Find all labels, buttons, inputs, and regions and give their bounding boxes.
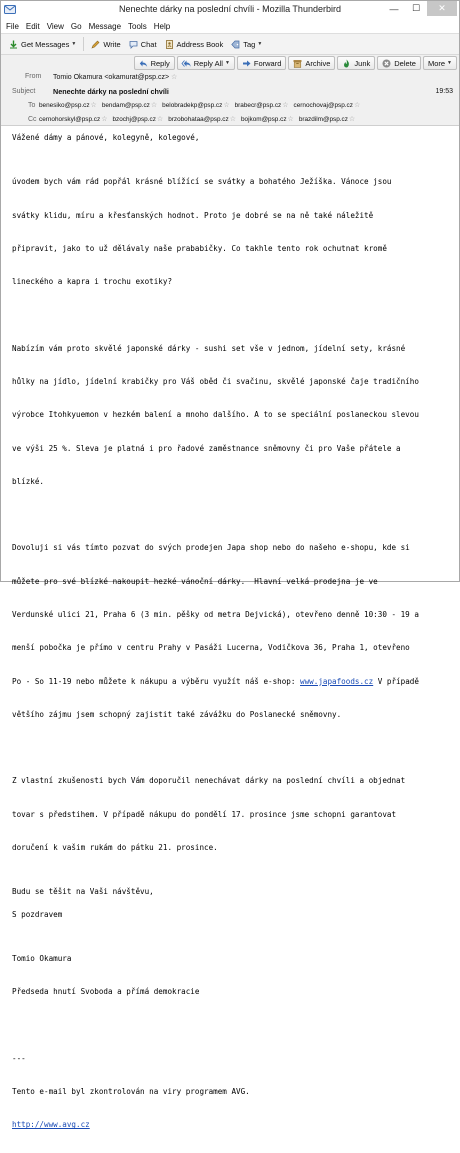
cc-label: Cc	[28, 116, 37, 123]
chat-bubble-icon	[129, 40, 138, 49]
body-line: tovar s předstihem. V případě nákupu do pondělí 17. prosince jsme schopni garantovat	[12, 809, 397, 819]
menu-help[interactable]: Help	[153, 21, 171, 31]
paragraph-wishes	[12, 154, 456, 309]
recipient-email: brazdilm@psp.cz	[298, 115, 348, 123]
reply-label: Reply	[150, 58, 170, 68]
star-icon[interactable]: ☆	[282, 102, 289, 109]
recipient-address[interactable]	[294, 101, 361, 109]
avg-footer	[12, 1031, 456, 1153]
paragraph-invitation	[12, 520, 456, 742]
delete-label: Delete	[394, 58, 416, 68]
recipient-email: belobradekp@psp.cz	[162, 101, 223, 109]
recipient-address[interactable]	[241, 115, 294, 123]
body-line: svátky klidu, míru a křesťanských hodnot. Proto je dobré se na ně také náležitě	[12, 210, 374, 220]
recipient-email: brabecr@psp.cz	[234, 101, 282, 109]
menu-edit[interactable]: Edit	[25, 21, 40, 31]
recipient-email: benesiko@psp.cz	[39, 101, 90, 109]
body-line: lineckého a kapra i trochu exotiky?	[12, 277, 173, 287]
body-line: úvodem bych vám rád popřál krásné blížící se svátky a bohatého Ježíška. Vánoce jsou	[12, 177, 392, 187]
signature-separator: ---	[12, 1053, 26, 1063]
recipient-email: bzochj@psp.cz	[112, 115, 156, 123]
junk-label: Junk	[354, 58, 371, 68]
message-body	[12, 132, 456, 1153]
title-bar	[1, 1, 459, 19]
reply-button[interactable]	[134, 56, 175, 70]
regards-line: S pozdravem	[12, 909, 63, 919]
body-text: V případě	[373, 676, 419, 686]
archive-label: Archive	[305, 58, 331, 68]
star-icon[interactable]: ☆	[287, 116, 294, 123]
recipient-address[interactable]	[39, 115, 107, 123]
chevron-down-icon[interactable]: ▼	[447, 60, 452, 66]
body-line: Dovoluji si vás tímto pozvat do svých prodejen Japa shop nebo do našeho e-shopu, kde si	[12, 543, 410, 553]
chat-label: Chat	[140, 39, 157, 49]
window-controls	[383, 1, 457, 17]
body-text: Po - So 11-19 nebo můžete k nákupu a výběru využít náš e-shop:	[12, 676, 301, 686]
recipient-email: cernohorskyl@psp.cz	[39, 115, 101, 123]
more-label: More	[427, 58, 446, 68]
reply-all-label: Reply All	[193, 58, 223, 68]
chevron-down-icon[interactable]: ▼	[257, 41, 263, 47]
body-line: Nabízím vám proto skvělé japonské dárky - sushi set vše v jednom, jídelní sety, krásné	[12, 343, 406, 353]
body-line: ve výši 25 %. Sleva je platná i pro řadové zaměstnance sněmovny či pro Vaše přátele a	[12, 443, 401, 453]
avg-line	[12, 1119, 456, 1130]
recipient-address[interactable]	[112, 115, 163, 123]
forward-label: Forward	[253, 58, 282, 68]
from-value: Tomio Okamura <okamurat@psp.cz>	[53, 74, 170, 81]
to-recipients	[39, 101, 365, 109]
avg-link[interactable]: http://www.avg.cz	[12, 1120, 90, 1130]
toolbar-divider	[83, 37, 84, 51]
subject-value: Nenechte dárky na poslední chvíli	[53, 87, 169, 96]
get-messages-label: Get Messages	[21, 39, 70, 49]
tag-icon	[231, 40, 240, 49]
menu-message[interactable]: Message	[88, 21, 122, 31]
eshop-link[interactable]: www.japafoods.cz	[300, 676, 374, 686]
archive-button[interactable]	[288, 56, 335, 70]
from-label: From	[25, 73, 42, 80]
window-title: Nenechte dárky na poslední chvíli - Mozilla Thunderbird	[119, 4, 341, 14]
body-line: připravit, jako to už dělávaly naše prababičky. Co takhle tento rok ochutnat kromě	[12, 243, 387, 253]
chevron-down-icon[interactable]: ▼	[71, 41, 77, 47]
body-line: výrobce Itohkyuemon v hezkém balení a mnoho dalšího. A to se speciální poslaneckou slevou	[12, 410, 419, 420]
recipient-email: bendam@psp.cz	[101, 101, 150, 109]
recipient-email: bojkom@psp.cz	[240, 115, 287, 123]
recipient-address[interactable]	[39, 101, 97, 109]
body-line: většího zájmu jsem schopný zajistit také závážku do Poslanecké sněmovny.	[12, 709, 342, 719]
tag-label: Tag	[243, 39, 256, 49]
write-label: Write	[103, 39, 121, 49]
recipient-address[interactable]	[168, 115, 236, 123]
star-icon[interactable]: ☆	[150, 102, 158, 109]
menu-file[interactable]: File	[6, 21, 19, 31]
paragraph-advice	[12, 753, 456, 875]
message-time: 19:53	[435, 88, 453, 95]
download-arrow-icon	[9, 40, 18, 49]
close-icon[interactable]: ✕	[427, 1, 457, 16]
junk-flame-icon	[342, 59, 351, 68]
star-icon[interactable]: ☆	[101, 116, 108, 123]
closing-line: Budu se těšit na Vaši návštěvu,	[12, 887, 154, 897]
recipient-address[interactable]	[102, 101, 157, 109]
star-icon[interactable]: ☆	[229, 116, 236, 123]
menu-bar	[1, 19, 459, 33]
body-line: menší pobočka je přímo v centru Prahy v Pasáži Lucerna, Vodičkova 36, Praha 1, otevřeno	[12, 643, 410, 653]
paragraph-offer	[12, 321, 456, 510]
star-icon[interactable]: ☆	[156, 116, 164, 123]
chat-button[interactable]	[125, 36, 161, 52]
archive-box-icon	[293, 59, 302, 68]
greeting: Vážené dámy a pánové, kolegyně, kolegové,	[12, 133, 200, 142]
menu-view[interactable]: View	[46, 21, 64, 31]
junk-button[interactable]	[337, 56, 375, 70]
delete-button[interactable]	[377, 56, 421, 70]
more-button[interactable]	[423, 56, 457, 70]
maximize-icon[interactable]: ☐	[411, 3, 421, 13]
chevron-down-icon[interactable]: ▼	[224, 60, 230, 66]
forward-button[interactable]	[237, 56, 287, 70]
signature	[12, 931, 456, 1020]
forward-arrow-icon	[242, 59, 251, 68]
tag-button[interactable]	[227, 36, 266, 52]
get-messages-button[interactable]	[5, 36, 80, 52]
reply-all-button[interactable]	[177, 56, 235, 70]
recipient-address[interactable]	[235, 101, 289, 109]
menu-go[interactable]: Go	[70, 21, 82, 31]
write-button[interactable]	[87, 36, 124, 52]
to-label: To	[28, 102, 36, 109]
reply-all-icon	[182, 59, 191, 68]
avg-notice: Tento e-mail byl zkontrolován na viry programem AVG.	[12, 1087, 250, 1097]
body-line	[12, 676, 456, 687]
star-icon[interactable]: ☆	[353, 102, 361, 109]
main-toolbar	[1, 33, 459, 55]
signature-name: Tomio Okamura	[12, 953, 72, 963]
minimize-icon[interactable]: —	[389, 3, 399, 14]
recipient-address[interactable]	[162, 101, 229, 109]
star-icon[interactable]: ☆	[348, 116, 356, 123]
message-header-pane	[1, 55, 459, 126]
pencil-icon	[91, 40, 100, 49]
body-line: doručení k vašim rukám do pátku 21. prosince.	[12, 843, 218, 852]
body-line: blízké.	[12, 476, 45, 486]
star-icon[interactable]: ☆	[90, 102, 97, 109]
recipient-email: brzobohataa@psp.cz	[168, 115, 229, 123]
signature-title: Předseda hnutí Svoboda a přímá demokracie	[12, 987, 200, 997]
recipient-email: cernochovaj@psp.cz	[293, 101, 353, 109]
menu-tools[interactable]: Tools	[128, 21, 147, 31]
address-book-label: Address Book	[176, 39, 224, 49]
body-line: hůlky na jídlo, jídelní krabičky pro Váš oběd či svačinu, skvělé japonské čaje tradičního	[12, 377, 419, 387]
star-icon[interactable]: ☆	[171, 74, 178, 81]
reply-icon	[139, 59, 148, 68]
delete-icon	[382, 59, 391, 68]
message-action-bar	[132, 56, 457, 71]
subject-label: Subject	[12, 88, 36, 95]
star-icon[interactable]: ☆	[223, 102, 230, 109]
cc-recipients	[39, 115, 360, 123]
body-line: můžete pro své blízké nakoupit hezké vánoční dárky. Hlavní velká prodejna je ve	[12, 576, 378, 586]
body-line: Z vlastní zkušenosti bych Vám doporučil nenechávat dárky na poslední chvíli a objednat	[12, 776, 406, 786]
address-book-icon	[165, 40, 174, 49]
address-book-button[interactable]	[161, 36, 228, 52]
from-address[interactable]	[53, 73, 177, 81]
recipient-address[interactable]	[299, 115, 355, 123]
body-line: Verdunské ulici 21, Praha 6 (3 min. pěšky od metra Dejvická), otevřeno denně 10:30 - 19 a	[12, 610, 419, 620]
